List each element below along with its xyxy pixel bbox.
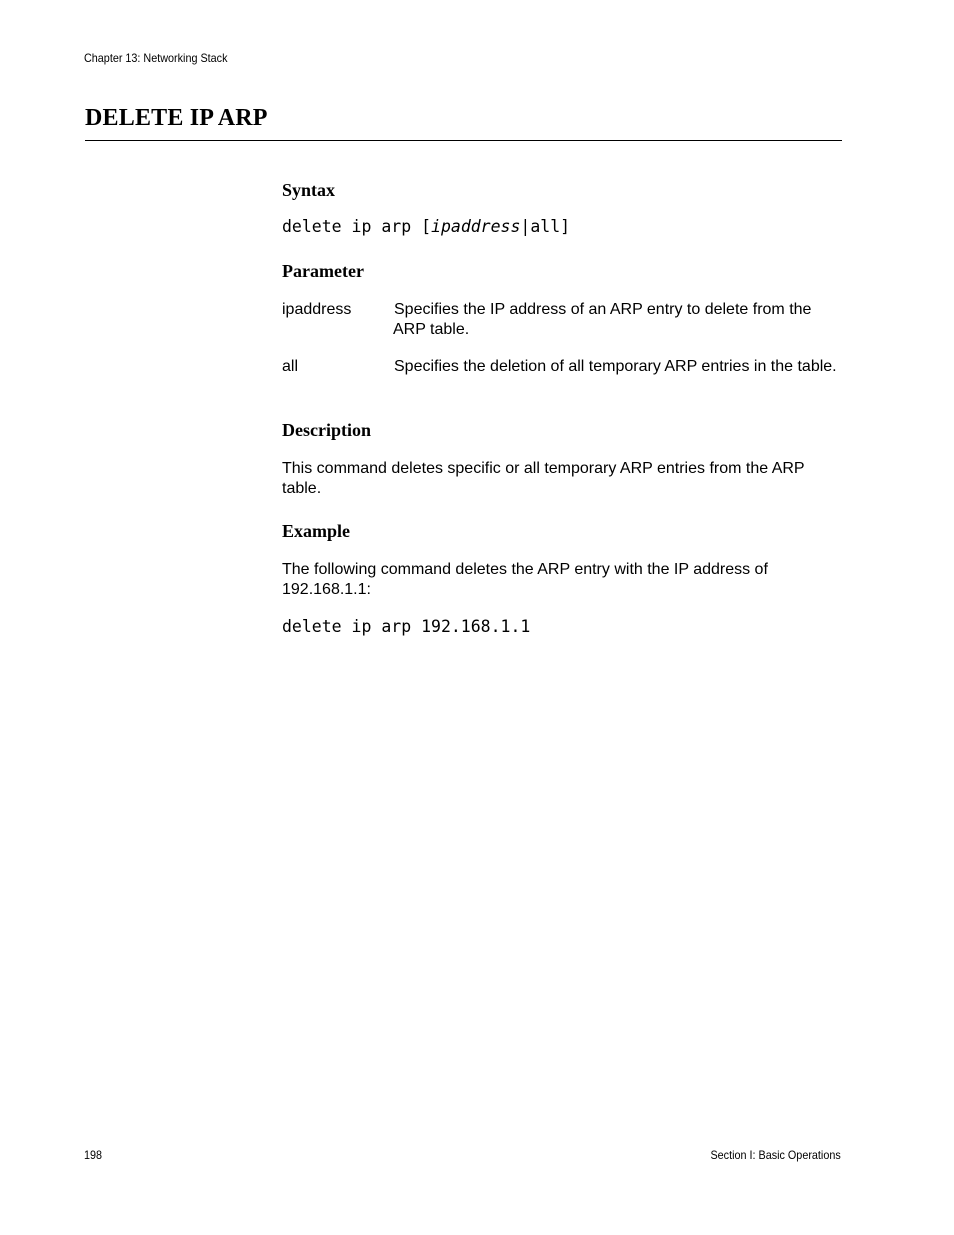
example-heading: Example bbox=[282, 521, 351, 541]
parameter-row-all bbox=[282, 357, 842, 397]
parameter-heading: Parameter bbox=[282, 261, 364, 281]
syntax-command-arg: ipaddress bbox=[431, 217, 521, 236]
title-rule bbox=[85, 140, 842, 141]
section-label: Section I: Basic Operations bbox=[710, 1148, 841, 1162]
syntax-command-suffix: |all] bbox=[520, 217, 571, 236]
parameter-description: Specifies the IP address of an ARP entry to delete from the ARP table. bbox=[393, 301, 812, 338]
example-command: delete ip arp 192.168.1.1 bbox=[282, 617, 531, 636]
syntax-heading: Syntax bbox=[282, 180, 336, 200]
page-number: 198 bbox=[84, 1148, 103, 1162]
parameter-name: all bbox=[282, 358, 299, 375]
description-heading: Description bbox=[282, 420, 371, 440]
syntax-command-prefix: delete ip arp [ bbox=[282, 217, 432, 236]
syntax-command bbox=[282, 217, 570, 236]
parameter-row-ipaddress bbox=[282, 300, 842, 340]
parameter-name: ipaddress bbox=[282, 301, 352, 318]
description-text: This command deletes specific or all temporary ARP entries from the ARP table. bbox=[282, 460, 805, 497]
running-header: Chapter 13: Networking Stack bbox=[84, 51, 228, 65]
example-text: The following command deletes the ARP entry with the IP address of 192.168.1.1: bbox=[282, 561, 768, 598]
page-title: DELETE IP ARP bbox=[85, 105, 268, 131]
parameter-description: Specifies the deletion of all temporary ARP entries in the table. bbox=[394, 358, 837, 375]
